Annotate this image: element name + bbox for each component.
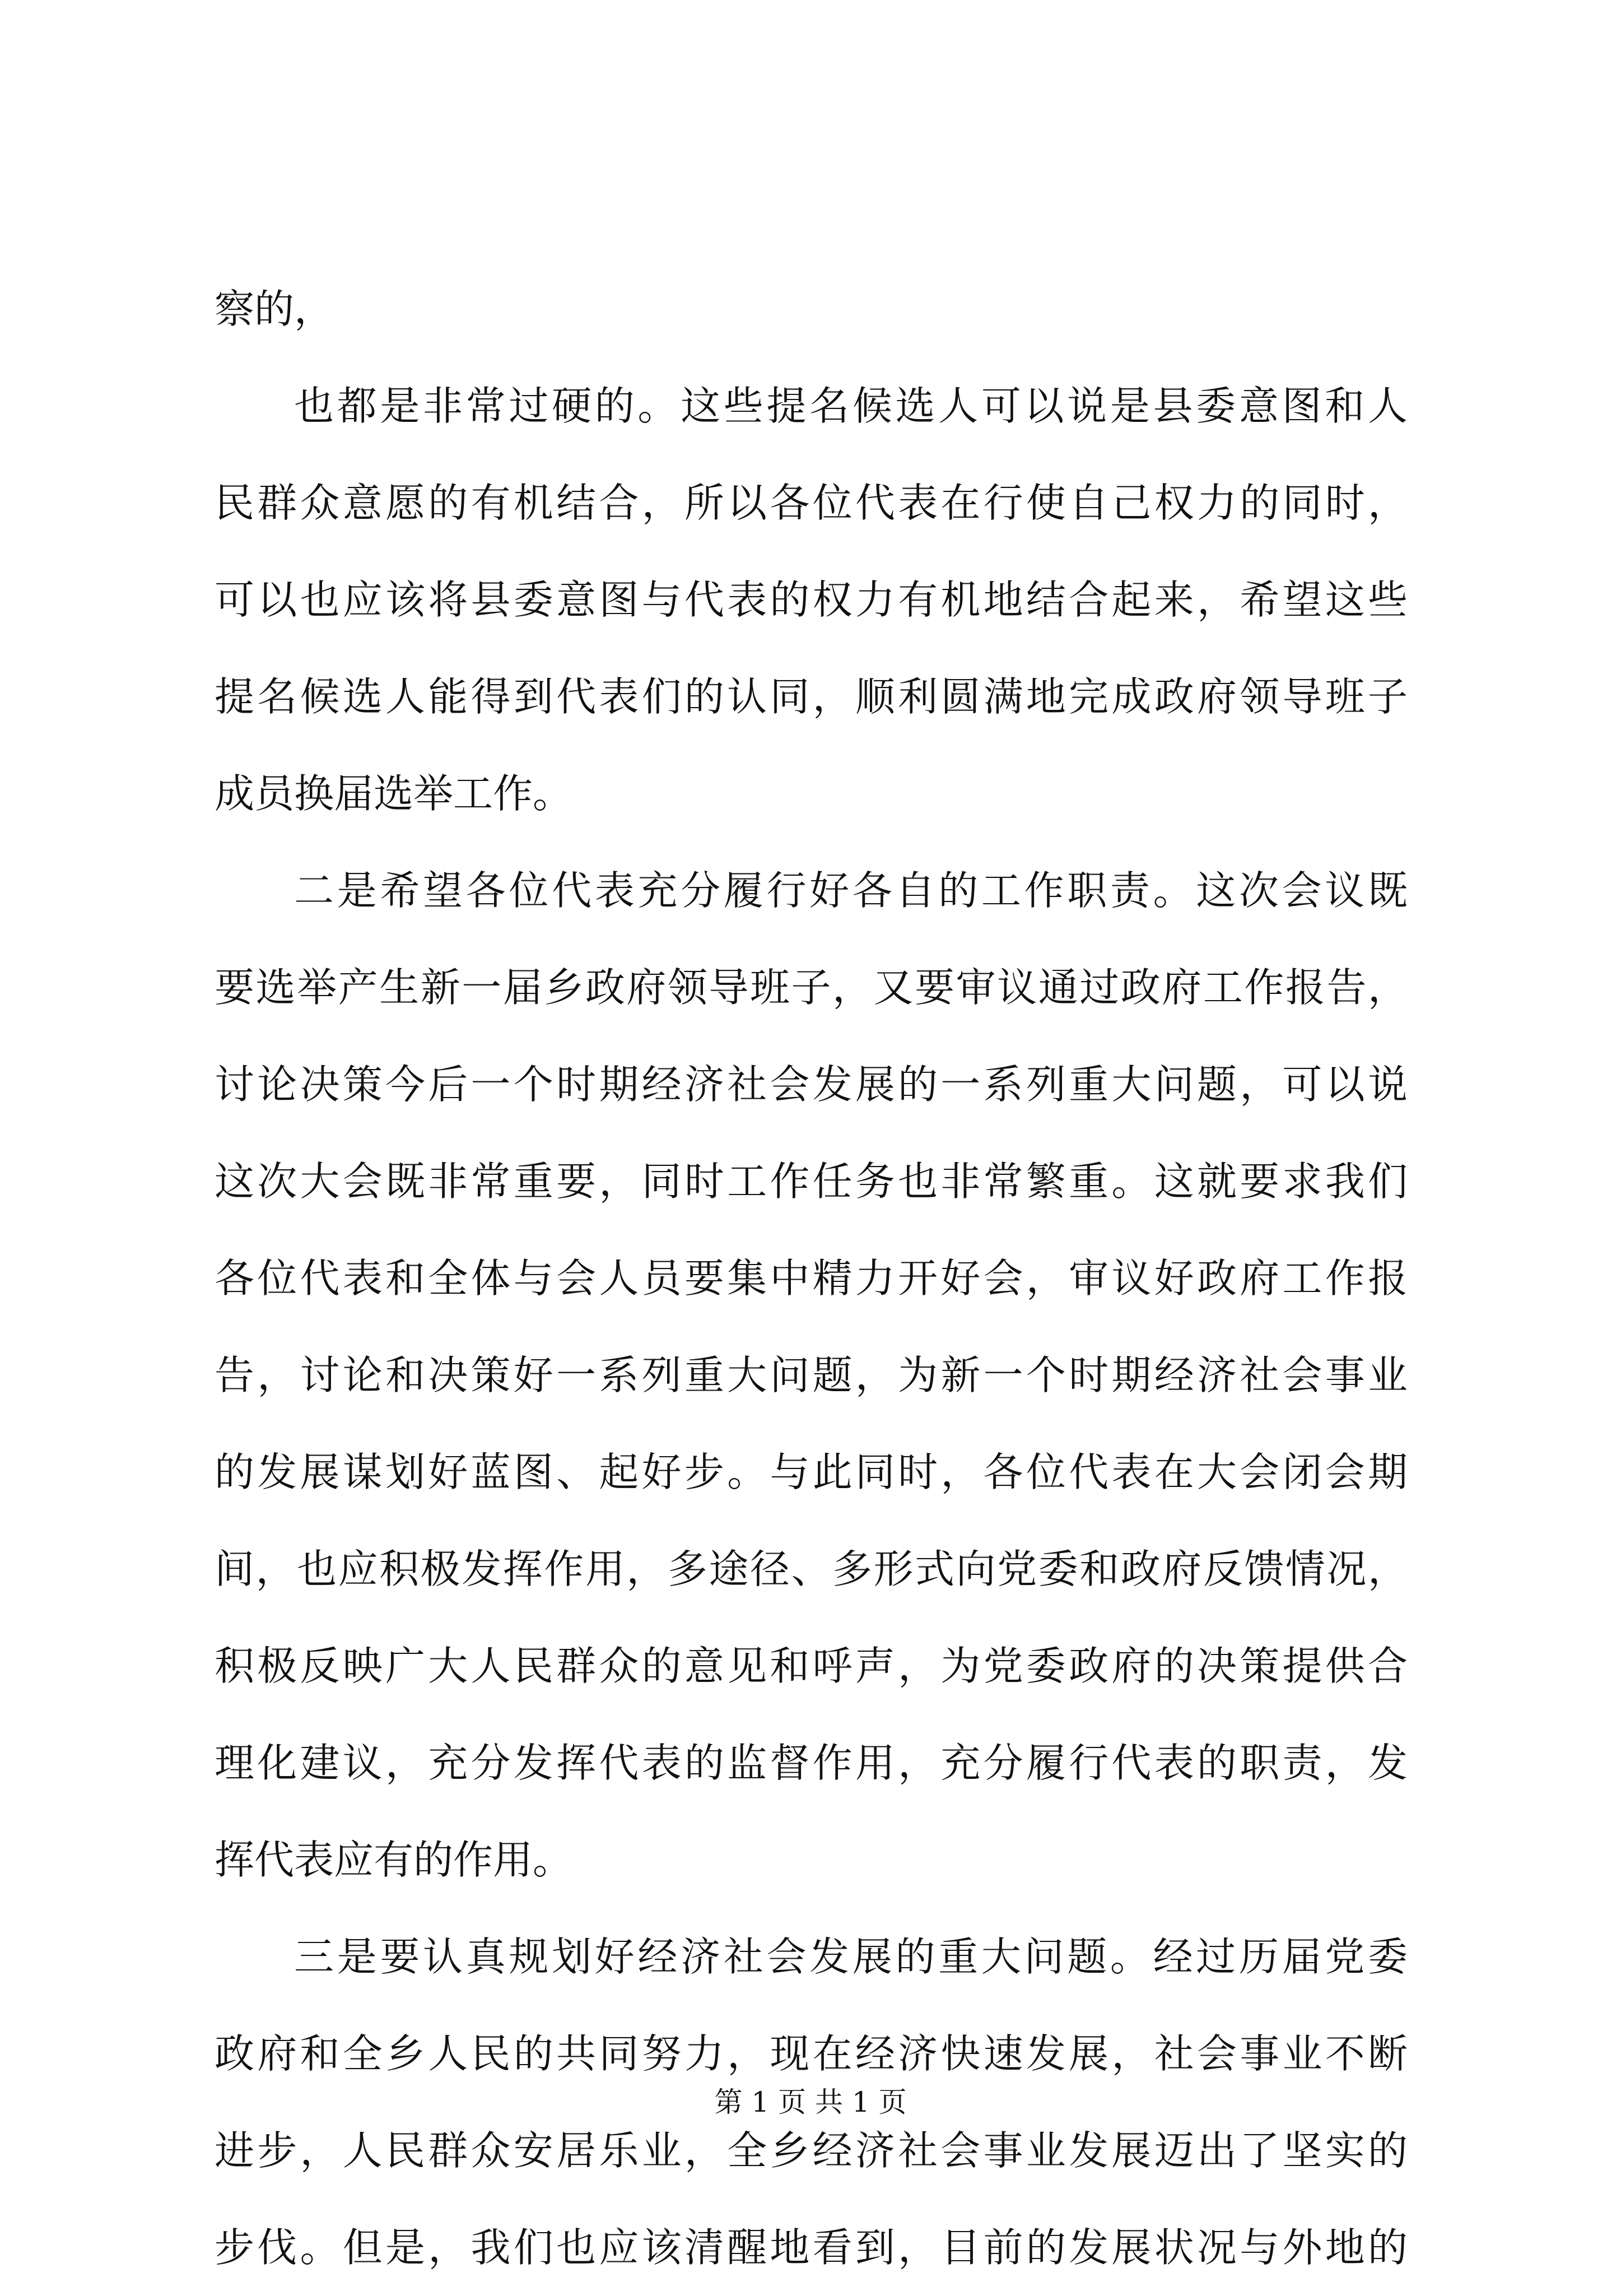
text-line: 可以也应该将县委意图与代表的权力有机地结合起来，希望这些	[215, 577, 1408, 623]
text-line: 理化建议，充分发挥代表的监督作用，充分履行代表的职责，发	[215, 1740, 1408, 1786]
text-line: 间，也应积极发挥作用，多途径、多形式向党委和政府反馈情况，	[215, 1546, 1408, 1592]
page-footer: 第 1 页 共 1 页	[714, 2086, 907, 2118]
text-line: 成员换届选举工作。	[215, 770, 573, 817]
text-line: 进步，人民群众安居乐业，全乡经济社会事业发展迈出了坚实的	[215, 2127, 1408, 2174]
text-line: 这次大会既非常重要，同时工作任务也非常繁重。这就要求我们	[215, 1158, 1408, 1205]
text-line: 三是要认真规划好经济社会发展的重大问题。经过历届党委	[294, 1934, 1408, 1980]
text-line: 也都是非常过硬的。这些提名候选人可以说是县委意图和人	[294, 383, 1408, 429]
text-line: 政府和全乡人民的共同努力，现在经济快速发展，社会事业不断	[215, 2030, 1408, 2077]
text-line: 挥代表应有的作用。	[215, 1837, 573, 1883]
text-line: 积极反映广大人民群众的意见和呼声，为党委政府的决策提供合	[215, 1643, 1408, 1689]
text-line: 的发展谋划好蓝图、起好步。与此同时，各位代表在大会闭会期	[215, 1449, 1408, 1495]
text-line: 告，讨论和决策好一系列重大问题，为新一个时期经济社会事业	[215, 1352, 1408, 1398]
document-body	[215, 261, 1408, 2296]
text-line: 民群众意愿的有机结合，所以各位代表在行使自己权力的同时，	[215, 480, 1408, 526]
text-line: 提名候选人能得到代表们的认同，顺利圆满地完成政府领导班子	[215, 673, 1408, 720]
text-line: 察的，	[215, 286, 334, 332]
text-line: 二是希望各位代表充分履行好各自的工作职责。这次会议既	[294, 867, 1408, 914]
text-line: 要选举产生新一届乡政府领导班子，又要审议通过政府工作报告，	[215, 964, 1408, 1011]
text-line: 各位代表和全体与会人员要集中精力开好会，审议好政府工作报	[215, 1255, 1408, 1302]
text-line: 步伐。但是，我们也应该清醒地看到，目前的发展状况与外地的	[215, 2224, 1408, 2271]
text-line: 讨论决策今后一个时期经济社会发展的一系列重大问题，可以说	[215, 1061, 1408, 1108]
